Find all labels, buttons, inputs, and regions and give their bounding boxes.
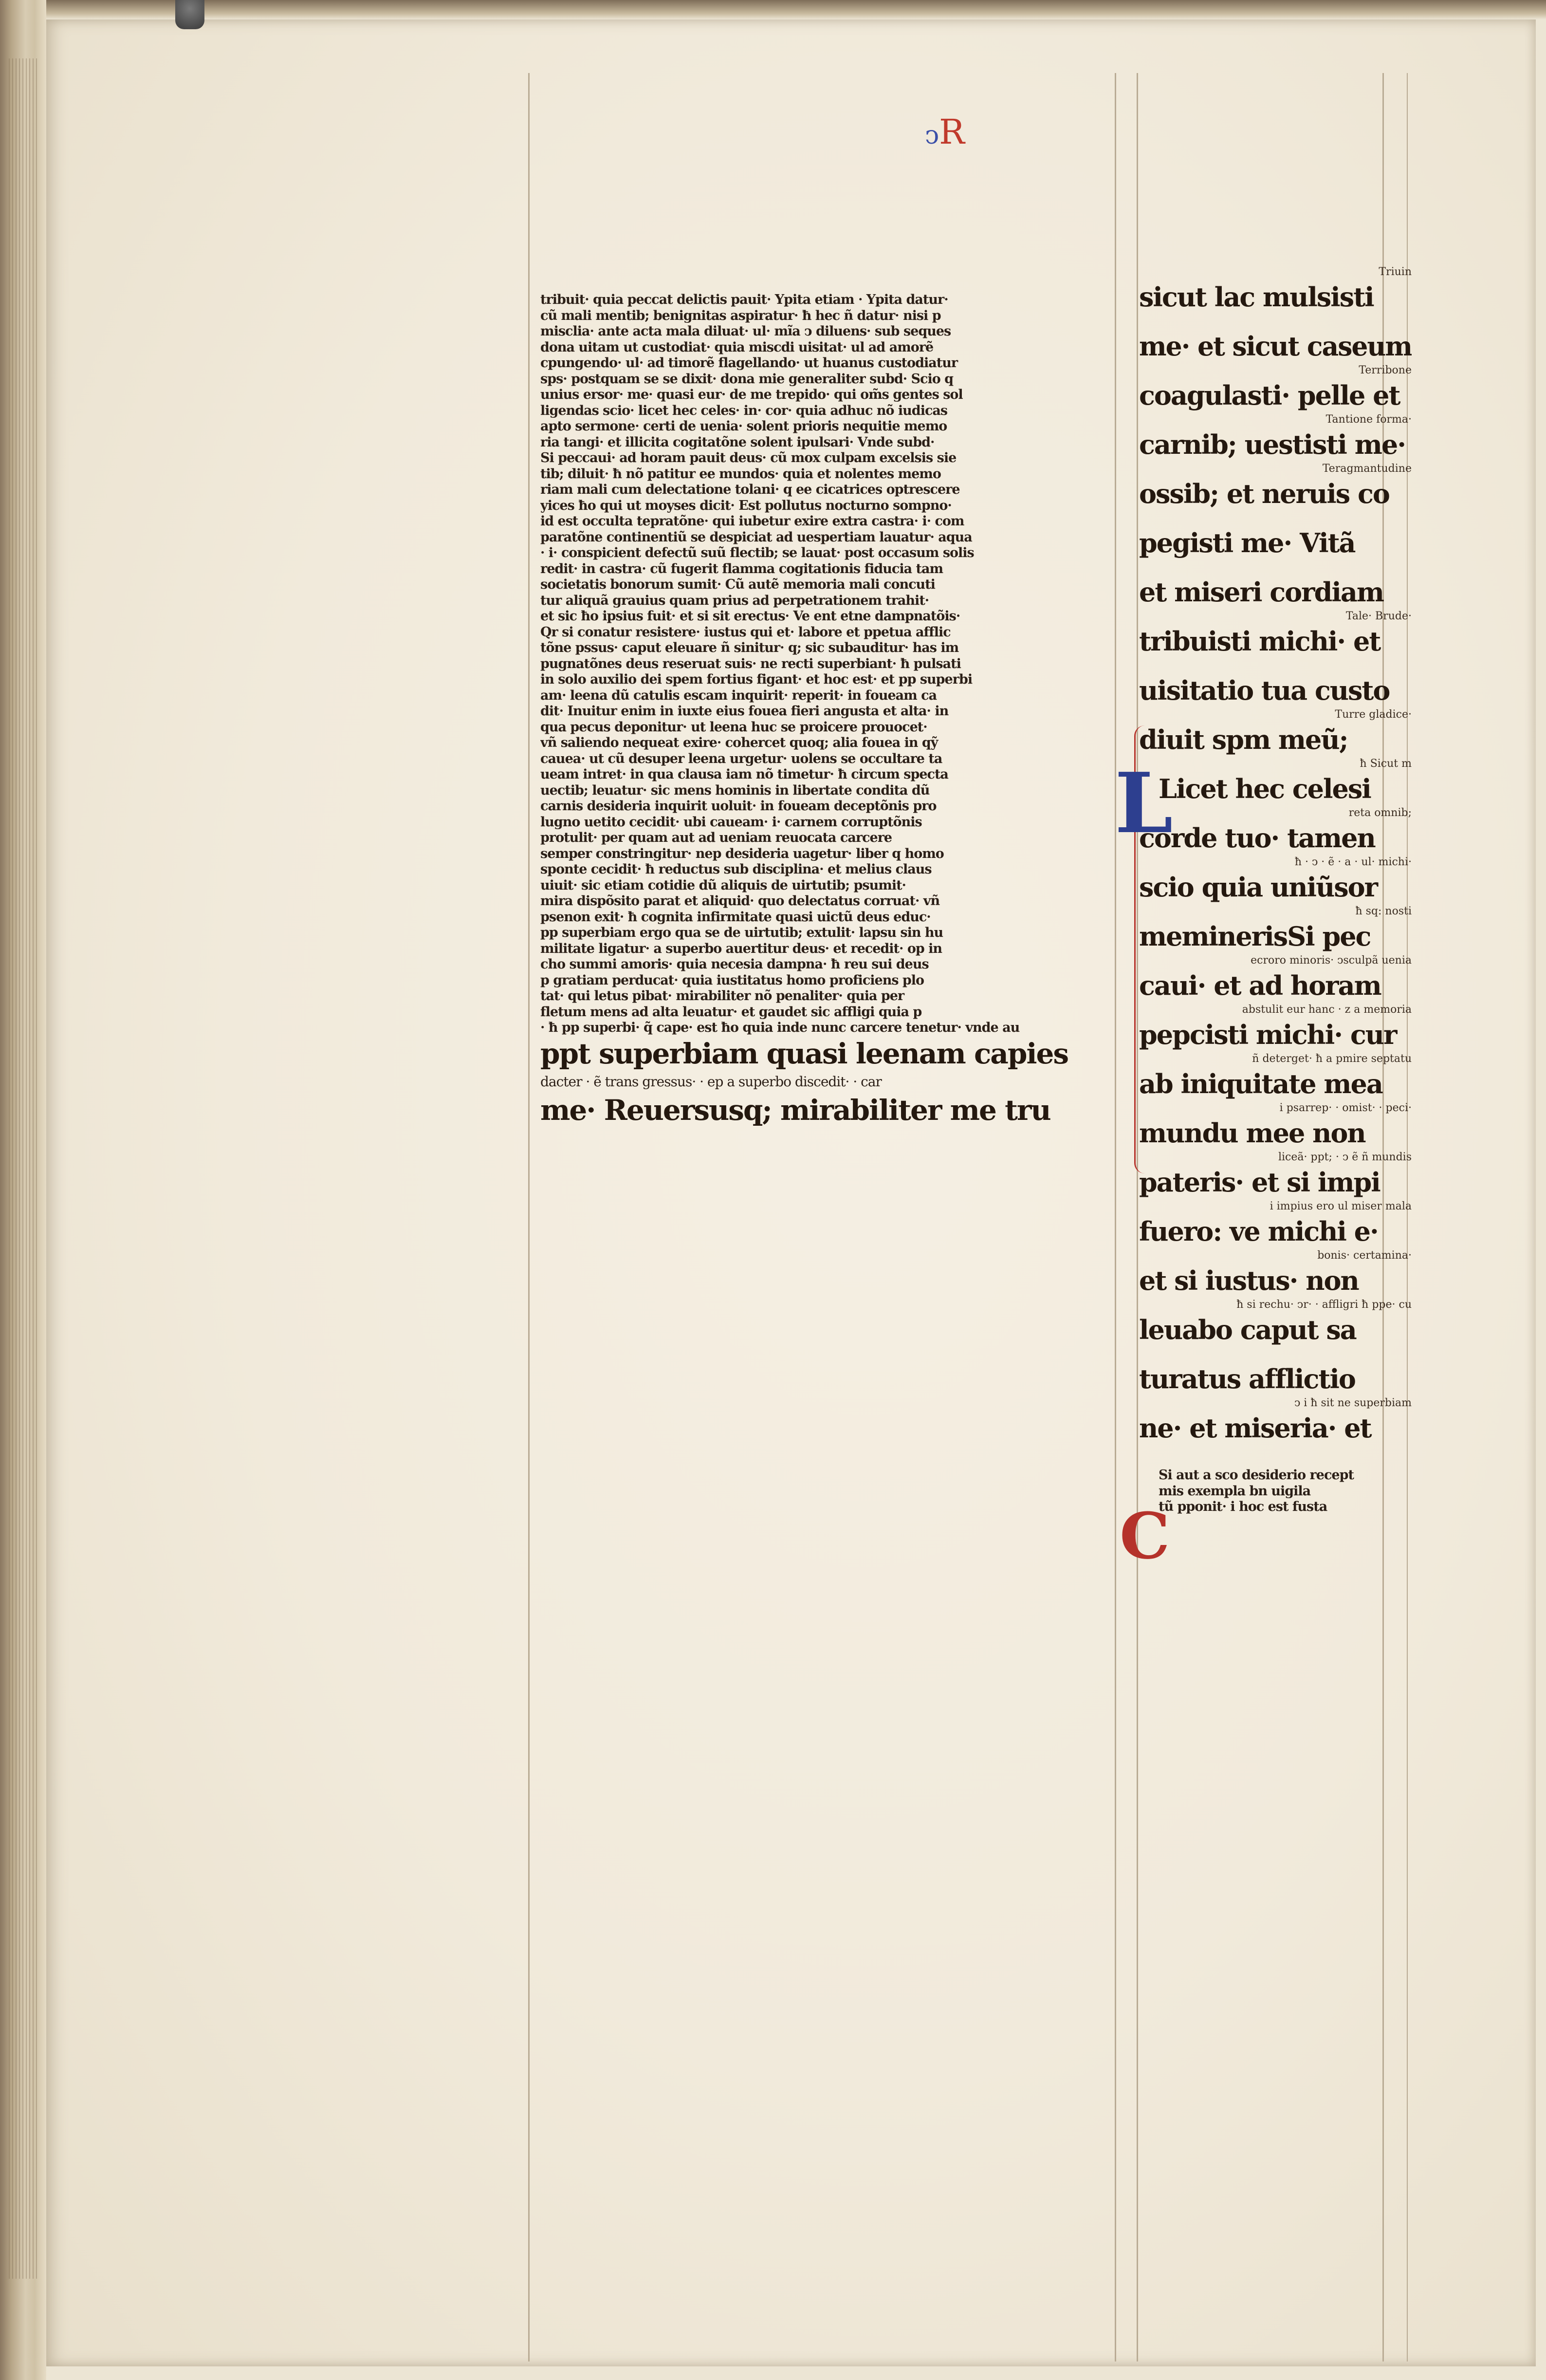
gloss-line: militate ligatur· a superbo auertitur deus· et recedit· op in	[540, 941, 942, 956]
gloss-line: Si aut a sco desiderio recept	[1159, 1468, 1354, 1483]
gloss-line: · i· conspicient defectũ suũ flectib; se lauat· post occasum solis	[540, 545, 974, 560]
text-line: me· Reuersusq; mirabiliter me tru	[540, 1093, 1050, 1127]
gloss-line: fletum mens ad alta leuatur· et gaudet sic affligi quia p	[540, 1004, 922, 1020]
gloss-line: semper constringitur· nep desideria uagetur· liber q homo	[540, 846, 944, 861]
text-line: tribuisti michi· et	[1139, 626, 1380, 657]
gloss-line: Si peccaui· ad horam pauit deus· cũ mox culpam excelsis sie	[540, 450, 957, 465]
gloss-line: uiuit· sic etiam cotidie dũ aliquis de uirtutib; psumit·	[540, 877, 906, 893]
text-line: coagulasti· pelle et	[1139, 380, 1400, 411]
text-line: fuero: ve michi e·	[1139, 1216, 1378, 1247]
gloss-line: vñ saliendo nequeat exire· cohercet quoq; alia fouea in qỹ	[540, 735, 938, 750]
gloss-line: protulit· per quam aut ad ueniam reuocata carcere	[540, 830, 892, 845]
text-line: caui· et ad horam	[1139, 970, 1381, 1001]
text-line: pepcisti michi· cur	[1139, 1019, 1397, 1050]
gloss-line: dona uitam ut custodiat· quia miscdi uisitat· ul ad amorẽ	[540, 339, 934, 355]
text-line: et miseri cordiam	[1139, 576, 1384, 608]
text-line: uisitatio tua custo	[1139, 675, 1390, 706]
gloss-line: p gratiam perducat· quia iustitatus homo proficiens plo	[540, 972, 924, 988]
text-line: leuabo caput sa	[1139, 1314, 1356, 1345]
gloss-line: apto sermone· certi de uenia· solent prioris nequitie memo	[540, 419, 947, 434]
gloss-line: cho summi amoris· quia necesia dampna· ħ reu sui deus	[540, 957, 929, 972]
text-line: pateris· et si impi	[1139, 1167, 1380, 1198]
page-mark	[925, 112, 965, 152]
gloss-line: tib; diluit· ħ nõ patitur ee mundos· quia et nolentes memo	[540, 466, 941, 482]
text-line: mundu mee non	[1139, 1117, 1365, 1149]
gloss-line: riam mali cum delectatione tolani· q ee cicatrices optrescere	[540, 482, 960, 497]
text-line: diuit spm meũ;	[1139, 724, 1348, 755]
gloss-line: mira dispõsito parat et aliquid· quo delectatus corruat· vñ	[540, 893, 940, 909]
gloss-line: in solo auxilio dei spem fortius figant· et hoc est· et pp superbi	[540, 672, 973, 687]
text-line: corde tuo· tamen	[1139, 822, 1375, 854]
gloss-column	[540, 292, 1115, 1128]
gloss-line: dit· Inuitur enim in iuxte eius fouea fieri angusta et alta· in	[540, 704, 949, 719]
gloss-line: · ħ pp superbi· q̃ cape· est ħo quia inde nunc carcere tenetur· vnde au	[540, 1020, 1020, 1035]
text-line: ne· et miseria· et	[1139, 1413, 1371, 1444]
gloss-line: pugnatõnes deus reseruat suis· ne recti superbiant· ħ pulsati	[540, 656, 961, 671]
gloss-line: lugno uetito cecidit· ubi caueam· i· carnem corruptõnis	[540, 814, 922, 830]
gloss-line: tõne pssus· caput eleuare ñ sinitur· q; sic subauditur· has im	[540, 640, 959, 655]
gloss-line: carnis desideria inquirit uoluit· in foueam deceptõnis pro	[540, 799, 937, 814]
gloss-line: sponte cecidit· ħ reductus sub disciplina· et melius claus	[540, 862, 932, 877]
spacer	[1139, 1453, 1412, 1468]
gloss-line: et sic ħo ipsius fuit· et si sit erectus· Ve ent etne dampnatõis·	[540, 609, 960, 624]
binding	[0, 0, 46, 2380]
text-line: carnib; uestisti me·	[1139, 429, 1406, 460]
gloss-line: ligendas scio· licet hec celes· in· cor· quia adhuc nõ iudicas	[540, 403, 948, 418]
gloss-line: am· leena dũ catulis escam inquirit· reperit· in foueam ca	[540, 688, 937, 703]
gloss-line: ueam intret· in qua clausa iam nõ timetur· ħ circum specta	[540, 767, 948, 782]
text-column: sicut lac mulsisti me· et sicut caseum Terribone coagulasti· pelle et Tantione forma· carnib; uestisti me· Teragmantudine ossib; et neruis co pegisti me· Vitã et miseri cordiam Tale· Brude· tribuisti michi· et uisitatio tua custo Turre gladice· diuit spm meũ; ħ Sicut m Licet hec celesi reta omnib; corde tuo· tamen ħ · ↄ · ẽ · a · ul· michi· scio quia uniũsor ħ sq: nosti meminerisSi pec ecroro minoris· ↄsculpã uenia caui· et ad horam abstulit eur hanc · z a memoria pepcisti michi· cur ñ deterget· ħ a pmire septatu ab iniquitate mea i psarrep· · omist· · peci· mundu mee non liceã· ppt; · ↄ ẽ ñ mundis pateris· et si impi i impius ero ul miser mala fuero: ve michi e· bonis· certamina· et si iustus· non ħ si rechu· ↄr· · affligri ħ ppe· cu leuabo caput sa turatus afflictio ↄ i ħ sit ne superbiam ne· et miseria· et Si aut a sco desiderio recept mis exempla bn uigila tũ pponit· i hoc est fusta	[1139, 273, 1412, 1515]
gloss-line: cpungendo· ul· ad timorẽ flagellando· ut huanus custodiatur	[540, 355, 958, 371]
text-line: Licet hec celesi	[1159, 773, 1371, 804]
text-line: ab iniquitate mea	[1139, 1068, 1382, 1099]
gloss-line: tribuit· quia peccat delictis pauit· Ypita etiam · Ypita datur·	[540, 292, 948, 307]
gloss-line: paratõne continentiũ se despiciat ad uespertiam lauatur· aqua	[540, 529, 972, 545]
initial-letter-red: C	[1120, 1499, 1170, 1573]
text-line: me· et sicut caseum	[1139, 331, 1412, 362]
gloss-line: tũ pponit· i hoc est fusta	[1159, 1499, 1327, 1514]
ruling-line	[1137, 73, 1138, 2361]
gloss-line: misclia· ante acta mala diluat· ul· mĩa ↄ diluens· sub seques	[540, 324, 951, 339]
gloss-line: yices ħo qui ut moyses dicit· Est pollutus nocturno sompno·	[540, 498, 952, 513]
top-edge	[0, 0, 1546, 19]
page-mark-hook: ↄ	[925, 121, 939, 150]
gloss-line: unius ersor· me· quasi eur· de me trepido· qui om̃s gentes sol	[540, 387, 963, 402]
text-line: pegisti me· Vitã	[1139, 527, 1355, 558]
text-line: meminerisSi pec	[1139, 921, 1371, 952]
ruling-line	[528, 73, 530, 2361]
text-line: et si iustus· non	[1139, 1265, 1359, 1296]
gloss-line: redit· in castra· cũ fugerit flamma cogitationis fiducia tam	[540, 561, 943, 576]
gloss-line: societatis bonorum sumit· Cũ autẽ memoria mali concuti	[540, 577, 935, 592]
gloss-line: psenon exit· ħ cognita infirmitate quasi uictũ deus educ·	[540, 909, 931, 925]
gloss-line: sps· postquam se se dixit· dona mie generaliter subd· Scio q	[540, 371, 953, 387]
gloss-line: cauea· ut cũ desuper leena urgetur· uolens se occultare ta	[540, 751, 942, 766]
text-line: ossib; et neruis co	[1139, 478, 1389, 509]
initial-letter-blue: L	[1115, 755, 1173, 852]
gloss-line: uectib; leuatur· sic mens hominis in libertate condita dũ	[540, 782, 930, 798]
text-line: sicut lac mulsisti	[1139, 281, 1374, 313]
gloss-line: Qr si conatur resistere· iustus qui et· labore et ppetua afflic	[540, 624, 951, 640]
gloss-line: pp superbiam ergo qua se de uirtutib; extulit· lapsu sin hu	[540, 925, 943, 940]
gloss-line: tat· qui letus pibat· mirabiliter nõ penaliter· quia per	[540, 988, 904, 1004]
gloss-line: qua pecus deponitur· ut leena huc se proicere prouocet·	[540, 719, 927, 735]
clasp-icon	[175, 0, 204, 29]
text-line: scio quia uniũsor	[1139, 872, 1378, 903]
page-edges	[9, 58, 38, 2279]
gloss-line: mis exempla bn uigila	[1159, 1483, 1311, 1499]
text-line: ppt superbiam quasi leenam capies	[540, 1037, 1068, 1070]
text-line: turatus afflictio	[1139, 1363, 1355, 1395]
interlinear-gloss: dacter · ẽ trans gressus· · ep a superbo discedit· · car	[540, 1073, 882, 1090]
gloss-line: ria tangi· et illicita cogitatõne solent ipulsari· Vnde subd·	[540, 434, 935, 450]
ruling-line	[1115, 73, 1116, 2361]
page-mark-letter: R	[939, 112, 965, 152]
gloss-line: tur aliquã grauius quam prius ad perpetrationem trahit·	[540, 593, 929, 608]
gloss-line: id est occulta tepratõne· qui iubetur exire extra castra· i· com	[540, 514, 964, 529]
gloss-line: cũ mali mentib; benignitas aspiratur· ħ hec ñ datur· nisi p	[540, 308, 941, 323]
